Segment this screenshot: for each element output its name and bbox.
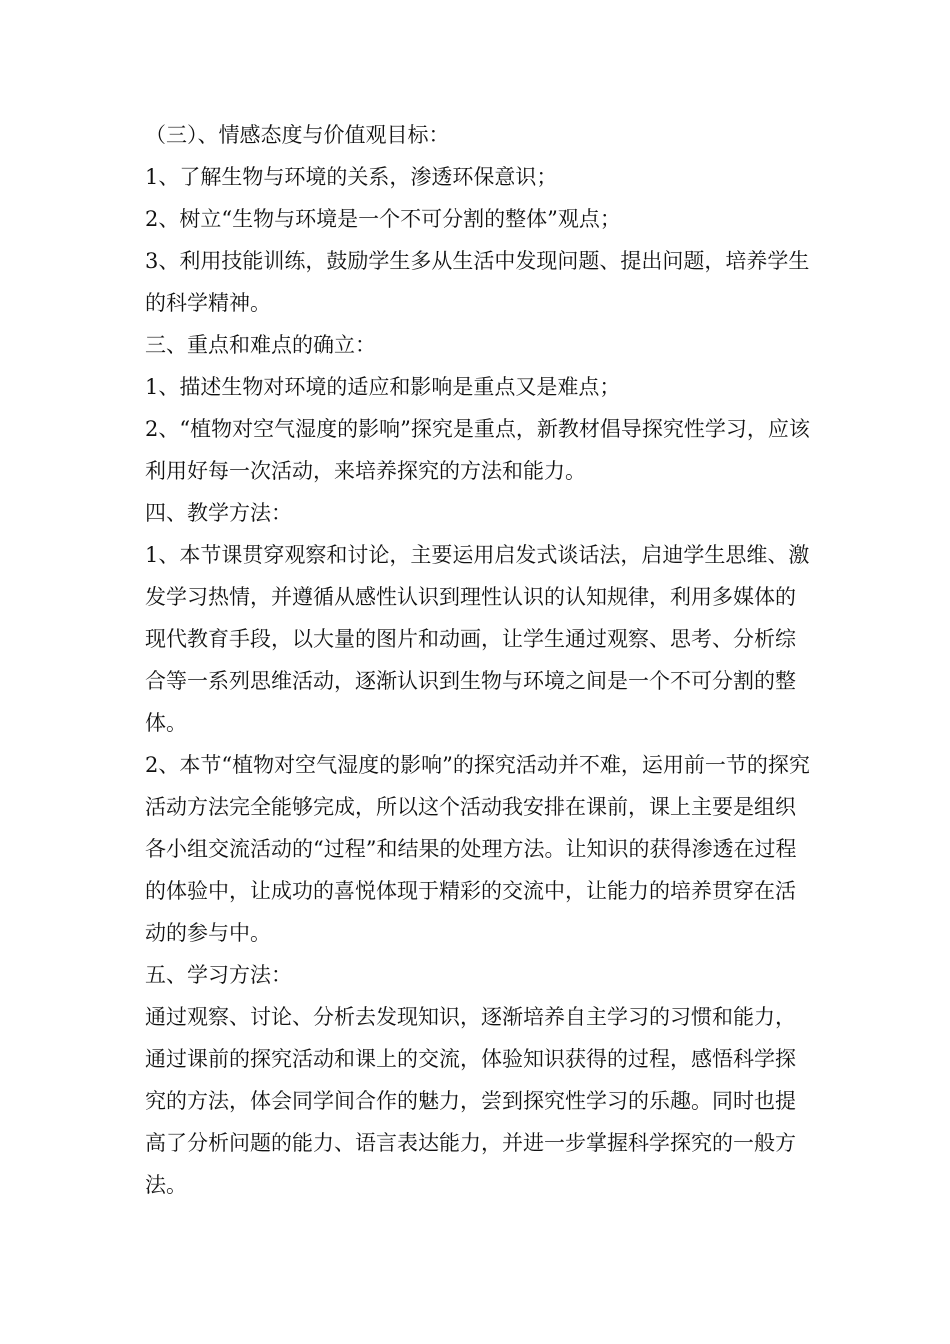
section-heading-teaching-methods: 四、教学方法： xyxy=(145,501,292,525)
teaching-method-item-2: 2、本节“植物对空气湿度的影响”的探究活动并不难，运用前一节的探究活动方法完全能够完成，所以这个活动我安排在课前，课上主要是组织各小组交流活动的“过程”和结果的处理方法。让知识的获得渗透在过程的体验中，让成功的喜悦体现于精彩的交流中，让能力的培养贯穿在活动的参与中。 xyxy=(145,753,810,945)
goal-item-1: 1、了解生物与环境的关系，渗透环保意识； xyxy=(145,165,558,189)
teaching-method-item-1: 1、本节课贯穿观察和讨论，主要运用启发式谈话法，启迪学生思维、激发学习热情，并遵循从感性认识到理性认识的认知规律，利用多媒体的现代教育手段，以大量的图片和动画，让学生通过观察、思考、分析综合等一系列思维活动，逐渐认识到生物与环境之间是一个不可分割的整体。 xyxy=(145,543,810,735)
goal-item-2: 2、树立“生物与环境是一个不可分割的整体”观点； xyxy=(145,207,621,231)
key-point-item-2: 2、“植物对空气湿度的影响”探究是重点，新教材倡导探究性学习，应该利用好每一次活动，来培养探究的方法和能力。 xyxy=(145,417,810,483)
key-point-item-1: 1、描述生物对环境的适应和影响是重点又是难点； xyxy=(145,375,621,399)
learning-method-paragraph: 通过观察、讨论、分析去发现知识，逐渐培养自主学习的习惯和能力，通过课前的探究活动和课上的交流，体验知识获得的过程，感悟科学探究的方法，体会同学间合作的魅力，尝到探究性学习的乐趣。同时也提高了分析问题的能力、语言表达能力，并进一步掌握科学探究的一般方法。 xyxy=(145,1005,796,1197)
section-heading-emotional-goals: （三）、情感态度与价值观目标： xyxy=(145,123,450,147)
section-heading-key-points: 三、重点和难点的确立： xyxy=(145,333,376,357)
document-body xyxy=(145,114,810,1206)
section-heading-learning-methods: 五、学习方法： xyxy=(145,963,292,987)
goal-item-3: 3、利用技能训练，鼓励学生多从生活中发现问题、提出问题，培养学生的科学精神。 xyxy=(145,249,810,315)
